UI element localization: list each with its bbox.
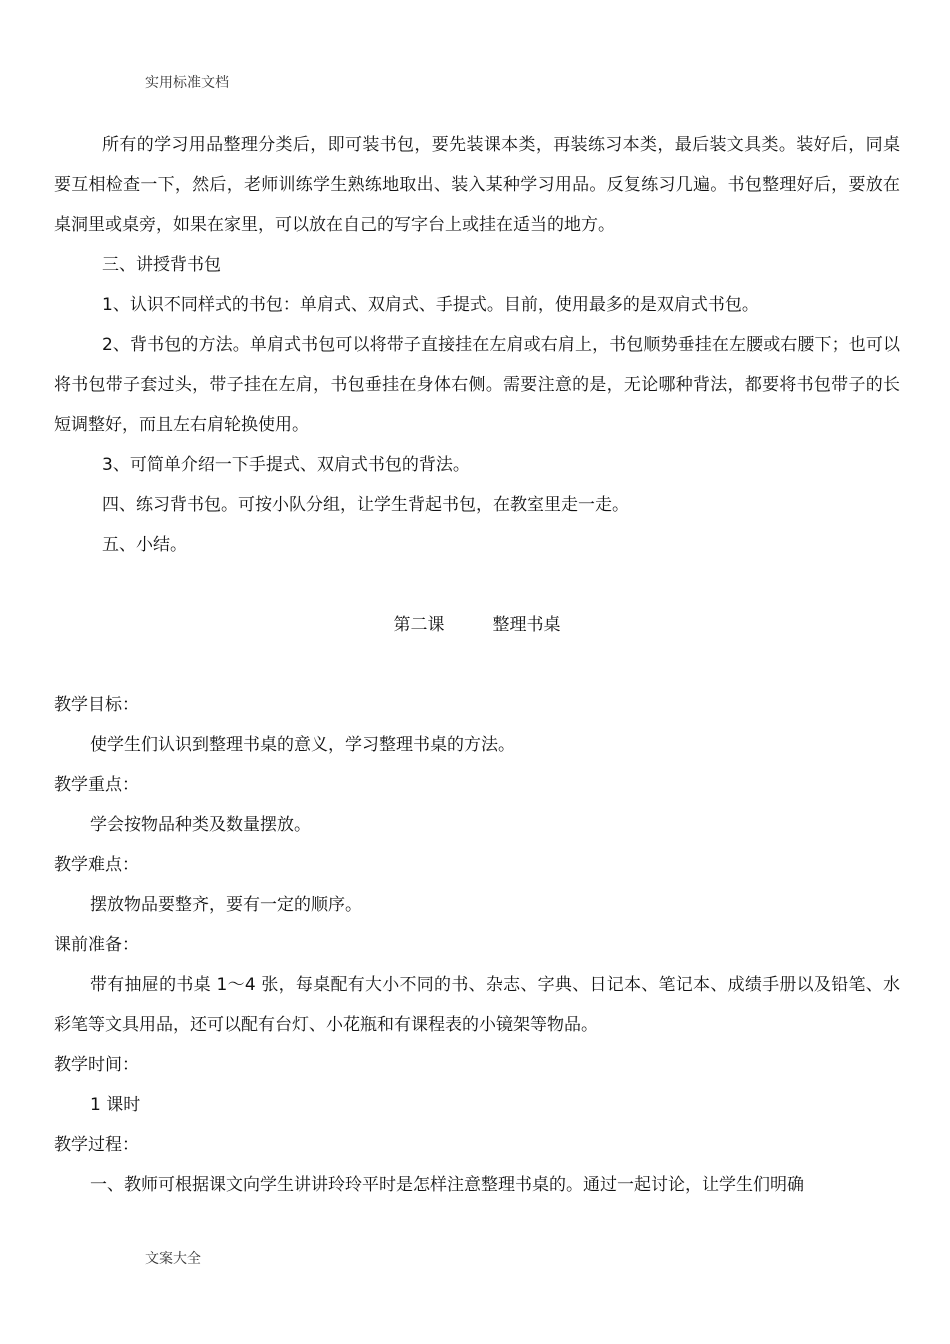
- time-text: 1 课时: [90, 1095, 141, 1115]
- difficulty-label: 教学难点：: [54, 855, 139, 875]
- list-item-2: 2、背书包的方法。单肩式书包可以将带子直接挂在左肩或右肩上，书包顺势垂挂在左腰或右腰下；也可以将书包带子套过头，带子挂在左肩，书包垂挂在身体右侧。需要注意的是，无论哪种背法，都要将书包带子的长短调整好，而且左右肩轮换使用。: [54, 335, 900, 435]
- list-item-1: 1、认识不同样式的书包：单肩式、双肩式、手提式。目前，使用最多的是双肩式书包。: [102, 295, 759, 315]
- document-body: [54, 125, 900, 1205]
- preparation-text: 带有抽屉的书桌 1～4 张，每桌配有大小不同的书、杂志、字典、日记本、笔记本、成绩手册以及铅笔、水彩笔等文具用品，还可以配有台灯、小花瓶和有课程表的小镜架等物品。: [54, 975, 900, 1035]
- goal-label: 教学目标：: [54, 695, 139, 715]
- heading-section-4: 四、练习背书包。可按小队分组，让学生背起书包，在教室里走一走。: [102, 495, 629, 515]
- list-item-3: 3、可简单介绍一下手提式、双肩式书包的背法。: [102, 455, 470, 475]
- paragraph-packing: 所有的学习用品整理分类后，即可装书包，要先装课本类，再装练习本类，最后装文具类。装好后，同桌要互相检查一下，然后，老师训练学生熟练地取出、装入某种学习用品。反复练习几遍。书包整理好后，要放在桌洞里或桌旁，如果在家里，可以放在自己的写字台上或挂在适当的地方。: [54, 135, 900, 235]
- goal-text: 使学生们认识到整理书桌的意义，学习整理书桌的方法。: [90, 735, 515, 755]
- heading-section-3: 三、讲授背书包: [102, 255, 221, 275]
- key-point-label: 教学重点：: [54, 775, 139, 795]
- page-header: 实用标准文档: [145, 75, 229, 91]
- difficulty-text: 摆放物品要整齐，要有一定的顺序。: [90, 895, 362, 915]
- process-text: 一、教师可根据课文向学生讲讲玲玲平时是怎样注意整理书桌的。通过一起讨论，让学生们明确: [90, 1175, 804, 1195]
- lesson-name: 整理书桌: [492, 615, 561, 635]
- key-point-text: 学会按物品种类及数量摆放。: [90, 815, 311, 835]
- heading-section-5: 五、小结。: [102, 535, 187, 555]
- lesson-title: [54, 605, 900, 645]
- process-label: 教学过程：: [54, 1135, 139, 1155]
- time-label: 教学时间：: [54, 1055, 139, 1075]
- lesson-number: 第二课: [393, 615, 445, 635]
- preparation-label: 课前准备：: [54, 935, 139, 955]
- page-footer: 文案大全: [145, 1251, 201, 1267]
